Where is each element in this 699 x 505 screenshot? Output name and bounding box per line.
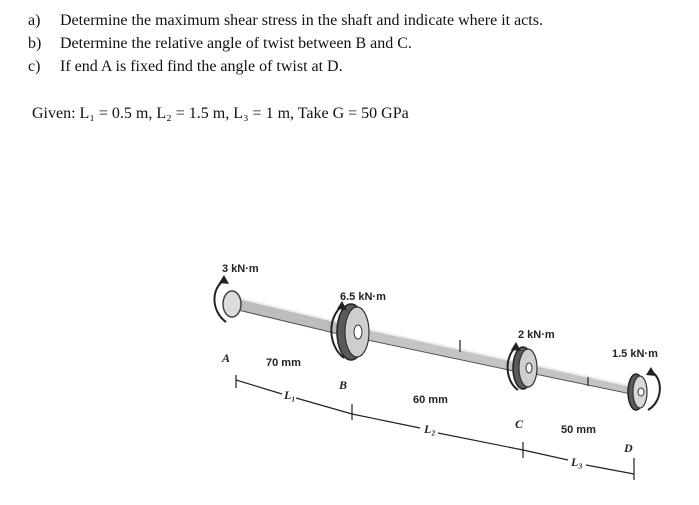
disk-d: [628, 374, 647, 410]
disk-c: [513, 347, 537, 389]
torque-label-a: 3 kN·m: [222, 263, 259, 275]
length-label-l1: L₁: [284, 388, 296, 402]
question-b-label: b): [28, 35, 42, 52]
torque-label-b: 6.5 kN·m: [340, 291, 386, 303]
torque-label-d: 1.5 kN·m: [612, 348, 658, 360]
question-a-label: a): [28, 12, 41, 29]
point-label-d: D: [624, 441, 633, 455]
diameter-label-bc: 60 mm: [413, 394, 448, 406]
question-a-text: Determine the maximum shear stress in the shaft and indicate where it acts.: [60, 12, 543, 29]
point-label-a: A: [222, 351, 231, 365]
disk-b: [337, 304, 369, 360]
shaft: [238, 298, 636, 395]
diameter-label-cd: 50 mm: [561, 424, 596, 436]
length-label-l3: L₃: [571, 455, 583, 469]
torque-arrow-d: [648, 372, 660, 410]
given-values: Given: L₁ = 0.5 m, L₂ = 1.5 m, L₃ = 1 m, Take G = 50 GPa: [32, 105, 409, 122]
diameter-label-ab: 70 mm: [266, 357, 301, 369]
question-c-label: c): [28, 58, 41, 75]
question-c-text: If end A is fixed find the angle of twist at D.: [60, 58, 343, 75]
question-b-text: Determine the relative angle of twist between B and C.: [60, 35, 412, 52]
length-label-l2: L₂: [424, 422, 436, 436]
torque-label-c: 2 kN·m: [518, 329, 555, 341]
point-label-b: B: [339, 378, 348, 392]
point-label-c: C: [515, 417, 524, 431]
end-cap-a: [223, 291, 241, 317]
